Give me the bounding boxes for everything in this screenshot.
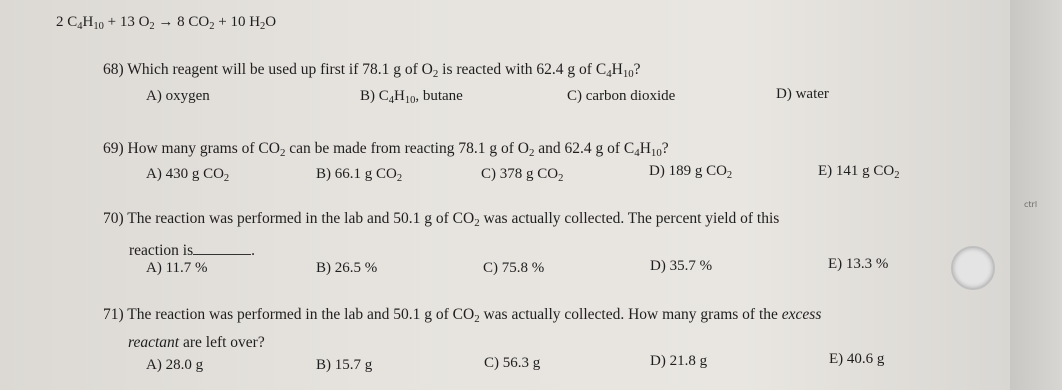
q71-option-d[interactable]: D) 21.8 g	[650, 353, 708, 369]
q69-option-a[interactable]: A) 430 g $CO_2$	[146, 166, 230, 184]
question-68: 68) Which reagent will be used up first if 78.1 g of $O_2$ is reacted with 62.4 g of $C_4H_{10}$?	[103, 61, 641, 80]
question-70-line2: reaction is .	[129, 242, 256, 259]
q69-option-c[interactable]: C) 378 g $CO_2$	[481, 166, 564, 184]
question-71-line2: reactant are left over?	[128, 334, 265, 351]
q71-option-e[interactable]: E) 40.6 g	[829, 351, 885, 367]
keyboard-edge	[1010, 0, 1062, 390]
question-71: 71) The reaction was performed in the lab and 50.1 g of $CO_2$ was actually collected. How many grams of the excess	[103, 306, 822, 325]
q71-option-b[interactable]: B) 15.7 g	[316, 357, 373, 373]
q70-option-d[interactable]: D) 35.7 %	[650, 258, 713, 274]
q70-option-b[interactable]: B) 26.5 %	[316, 260, 378, 276]
answer-blank	[193, 242, 251, 255]
q68-option-c[interactable]: C) carbon dioxide	[567, 88, 676, 104]
q69-option-b[interactable]: B) 66.1 g $CO_2$	[316, 166, 403, 184]
question-70: 70) The reaction was performed in the lab and 50.1 g of $CO_2$ was actually collected. The percent yield of this	[103, 210, 780, 229]
q71-option-c[interactable]: C) 56.3 g	[484, 355, 541, 371]
q70-option-c[interactable]: C) 75.8 %	[483, 260, 545, 276]
q68-option-b[interactable]: B) $C_4H_{10}$, butane	[360, 88, 463, 106]
question-69: 69) How many grams of $CO_2$ can be made from reacting 78.1 g of $O_2$ and 62.4 g of $C_4H_{10}$?	[103, 140, 669, 159]
balanced-equation: 2 $C_4H_{10} + 13$ $O_2 \to 8$ $CO_2 + 10$ $H_2O$	[56, 14, 277, 32]
round-button[interactable]	[951, 246, 995, 290]
q68-option-d[interactable]: D) water	[776, 86, 829, 102]
q68-option-a[interactable]: A) oxygen	[146, 88, 210, 104]
q69-option-e[interactable]: E) 141 g $CO_2$	[818, 163, 900, 181]
q70-option-a[interactable]: A) 11.7 %	[146, 260, 208, 276]
q69-option-d[interactable]: D) 189 g $CO_2$	[649, 163, 733, 181]
q70-option-e[interactable]: E) 13.3 %	[828, 256, 889, 272]
q71-option-a[interactable]: A) 28.0 g	[146, 357, 204, 373]
ctrl-key: ctrl	[1024, 200, 1038, 209]
